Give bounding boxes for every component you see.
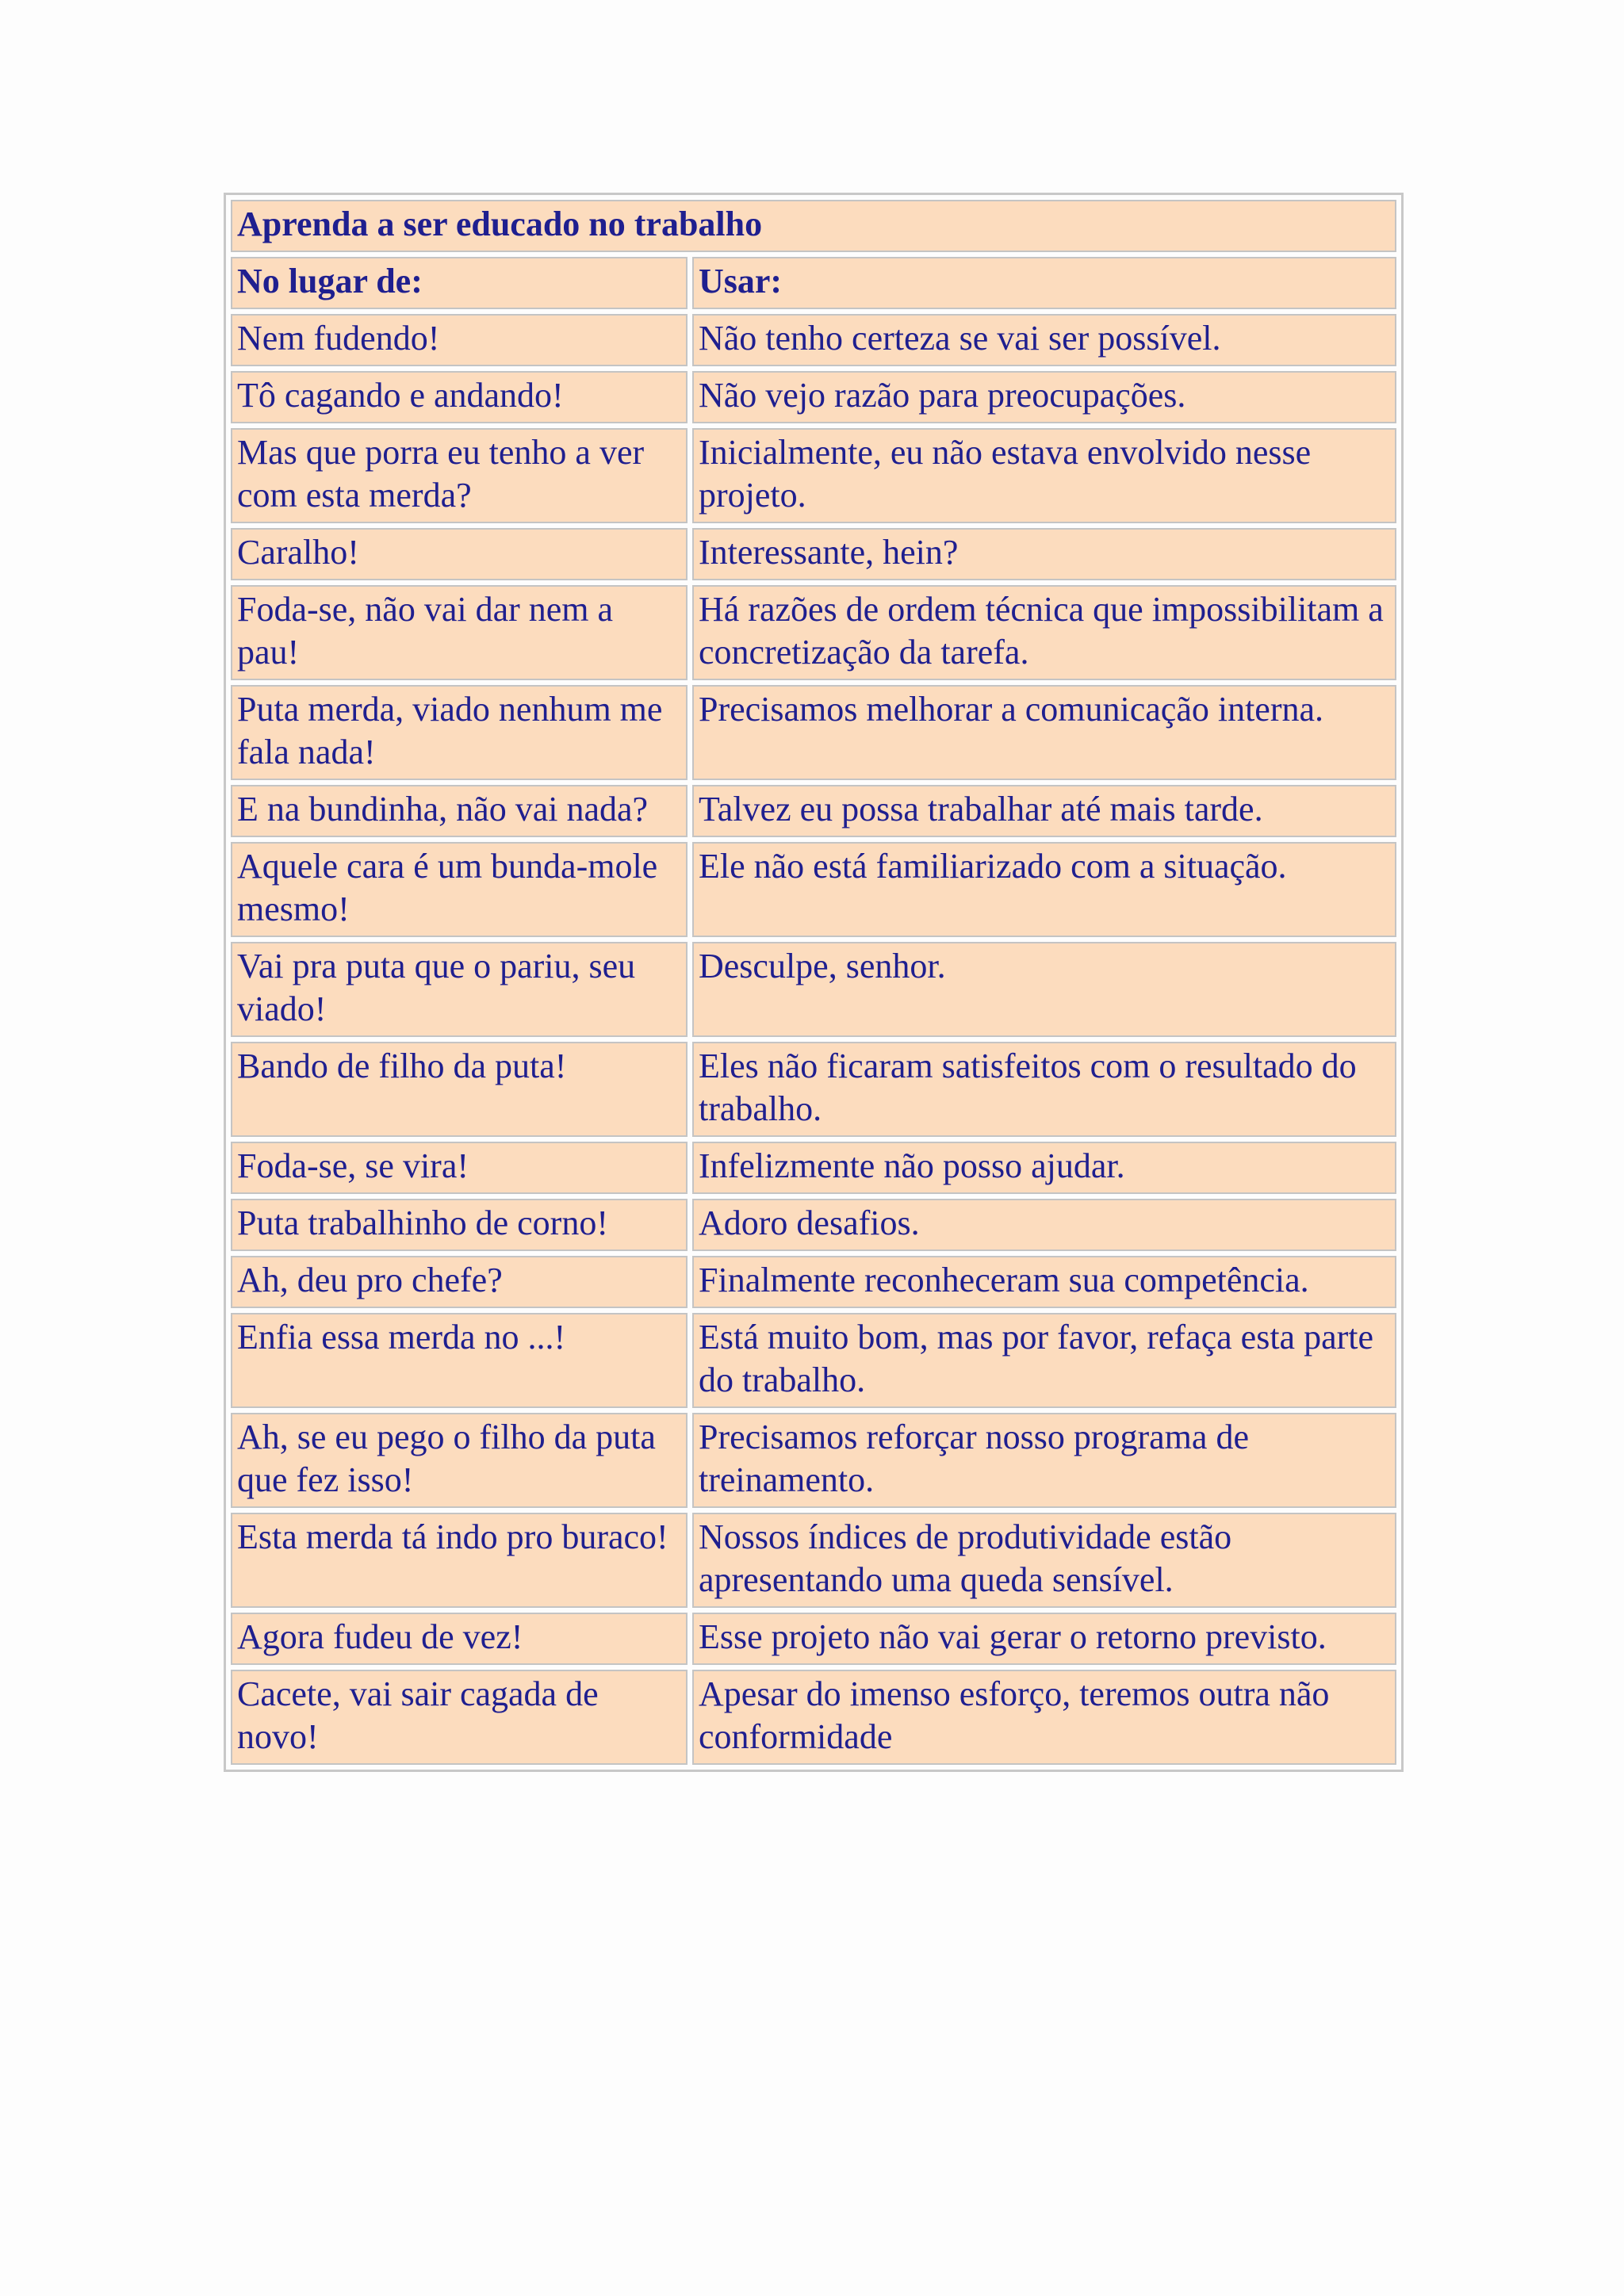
cell-instead-of: Puta merda, viado nenhum me fala nada! — [231, 685, 688, 780]
table-row — [231, 585, 1396, 680]
table-row — [231, 1042, 1396, 1137]
cell-instead-of: Caralho! — [231, 528, 688, 580]
cell-use: Finalmente reconheceram sua competência. — [692, 1256, 1396, 1308]
cell-use: Adoro desafios. — [692, 1199, 1396, 1251]
phrase-table — [224, 193, 1404, 1772]
cell-instead-of: Vai pra puta que o pariu, seu viado! — [231, 942, 688, 1037]
table-row — [231, 685, 1396, 780]
table-row — [231, 528, 1396, 580]
cell-use: Há razões de ordem técnica que impossibilitam a concretização da tarefa. — [692, 585, 1396, 680]
table-row — [231, 785, 1396, 837]
table-row — [231, 842, 1396, 937]
cell-instead-of: Cacete, vai sair cagada de novo! — [231, 1670, 688, 1765]
table-row — [231, 428, 1396, 523]
table-row — [231, 1613, 1396, 1665]
cell-instead-of: Nem fudendo! — [231, 314, 688, 366]
cell-use: Talvez eu possa trabalhar até mais tarde. — [692, 785, 1396, 837]
cell-instead-of: Enfia essa merda no ...! — [231, 1313, 688, 1408]
cell-use: Está muito bom, mas por favor, refaça esta parte do trabalho. — [692, 1313, 1396, 1408]
cell-use: Precisamos reforçar nosso programa de treinamento. — [692, 1413, 1396, 1508]
table-row — [231, 371, 1396, 423]
cell-instead-of: Bando de filho da puta! — [231, 1042, 688, 1137]
cell-use: Não vejo razão para preocupações. — [692, 371, 1396, 423]
cell-use: Não tenho certeza se vai ser possível. — [692, 314, 1396, 366]
cell-instead-of: Foda-se, se vira! — [231, 1142, 688, 1194]
cell-use: Eles não ficaram satisfeitos com o resultado do trabalho. — [692, 1042, 1396, 1137]
cell-use: Inicialmente, eu não estava envolvido nesse projeto. — [692, 428, 1396, 523]
cell-instead-of: Ah, se eu pego o filho da puta que fez isso! — [231, 1413, 688, 1508]
cell-use: Esse projeto não vai gerar o retorno previsto. — [692, 1613, 1396, 1665]
table-row — [231, 942, 1396, 1037]
cell-use: Nossos índices de produtividade estão apresentando uma queda sensível. — [692, 1513, 1396, 1608]
table-row — [231, 1199, 1396, 1251]
cell-use: Desculpe, senhor. — [692, 942, 1396, 1037]
header-use: Usar: — [692, 257, 1396, 309]
header-instead-of: No lugar de: — [231, 257, 688, 309]
cell-instead-of: Ah, deu pro chefe? — [231, 1256, 688, 1308]
cell-use: Infelizmente não posso ajudar. — [692, 1142, 1396, 1194]
table-title: Aprenda a ser educado no trabalho — [231, 200, 1396, 252]
cell-instead-of: Aquele cara é um bunda-mole mesmo! — [231, 842, 688, 937]
cell-instead-of: Esta merda tá indo pro buraco! — [231, 1513, 688, 1608]
table-row — [231, 1256, 1396, 1308]
cell-instead-of: Agora fudeu de vez! — [231, 1613, 688, 1665]
cell-instead-of: Foda-se, não vai dar nem a pau! — [231, 585, 688, 680]
cell-use: Apesar do imenso esforço, teremos outra não conformidade — [692, 1670, 1396, 1765]
cell-use: Precisamos melhorar a comunicação interna. — [692, 685, 1396, 780]
cell-instead-of: Mas que porra eu tenho a ver com esta merda? — [231, 428, 688, 523]
table-row — [231, 1413, 1396, 1508]
table-row — [231, 1513, 1396, 1608]
phrase-table-body — [231, 200, 1396, 1765]
cell-instead-of: E na bundinha, não vai nada? — [231, 785, 688, 837]
table-title-row — [231, 200, 1396, 252]
table-row — [231, 314, 1396, 366]
cell-instead-of: Puta trabalhinho de corno! — [231, 1199, 688, 1251]
cell-instead-of: Tô cagando e andando! — [231, 371, 688, 423]
cell-use: Ele não está familiarizado com a situação. — [692, 842, 1396, 937]
table-row — [231, 1313, 1396, 1408]
cell-use: Interessante, hein? — [692, 528, 1396, 580]
table-row — [231, 1142, 1396, 1194]
table-row — [231, 1670, 1396, 1765]
table-header-row — [231, 257, 1396, 309]
